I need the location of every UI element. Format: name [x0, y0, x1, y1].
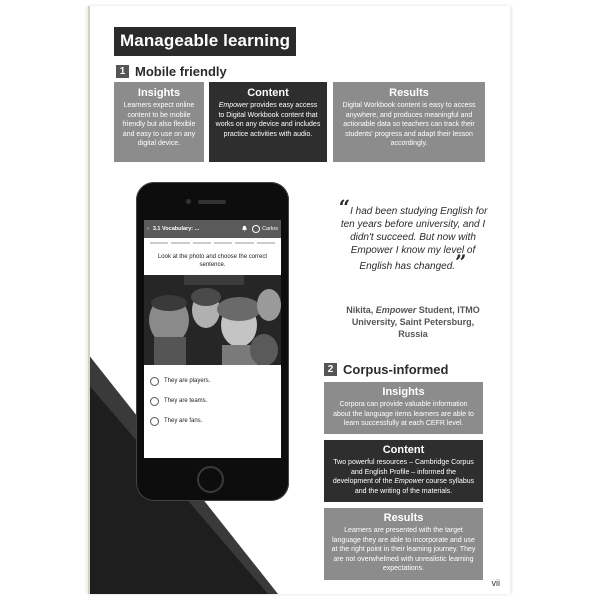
box-text: Empower provides easy access to Digital Workbook content that works on any device and includes practice activities with audio. [215, 102, 321, 138]
content-box-bottom [324, 440, 483, 502]
content-box-top [209, 82, 327, 162]
answer-option[interactable]: They are teams. [144, 391, 281, 411]
box-heading: Content [382, 444, 425, 456]
page-number: vii [491, 578, 500, 588]
answer-option[interactable]: They are players. [144, 371, 281, 391]
workbook-page [88, 6, 510, 594]
app-topbar-title: 3.1 Vocabulary: ... [152, 226, 200, 232]
camera-icon [186, 199, 191, 204]
box-text: Corpora can provide valuable information about the language items learners are able to learn successfully at each CEFR level. [333, 401, 474, 427]
section-heading-mobile [116, 64, 227, 79]
insights-box-top [114, 82, 204, 162]
testimonial-quote: “I had been studying English for ten years before university, and I didn't succeed. But now with Empower I know my level of English has changed.” [338, 195, 488, 274]
phone-screen [144, 220, 281, 458]
box-text: Two powerful resources – Cambridge Corpus and English Profile – informed the development of the Empower course syllabus and the writing of the materials. [332, 459, 475, 495]
box-text: Digital Workbook content is easy to access anywhere, and produces meaningful and actionable data so teachers can track their students' progress and adapt their lesson accordingly. [342, 102, 476, 147]
results-box-bottom [324, 508, 483, 580]
home-button [197, 466, 224, 493]
section-title: Mobile friendly [135, 64, 227, 79]
radio-button[interactable] [150, 377, 159, 386]
box-heading: Insights [382, 386, 425, 398]
section-number: 2 [324, 363, 337, 376]
radio-button[interactable] [150, 417, 159, 426]
radio-button[interactable] [150, 397, 159, 406]
section-number: 1 [116, 65, 129, 78]
box-heading: Content [247, 87, 289, 99]
brand-name: Empower [218, 102, 249, 109]
box-heading: Results [383, 512, 424, 524]
smartphone-image [136, 182, 289, 501]
user-name[interactable]: Carlos [262, 226, 278, 232]
box-text: Learners are presented with the target language they are able to incorporate and use at the right point in their learning journey. They are not overwhelmed with unrealistic learning expectations. [331, 527, 476, 572]
testimonial-attribution: Nikita, Empower Student, ITMO University, Saint Petersburg, Russia [346, 305, 480, 339]
back-chevron-icon[interactable]: ‹ [147, 226, 149, 232]
insights-box-bottom [324, 382, 483, 434]
app-topbar [144, 220, 281, 238]
page-title: Manageable learning [114, 27, 296, 56]
fans-photo [144, 275, 281, 365]
box-heading: Insights [137, 87, 181, 99]
answer-option[interactable]: They are fans. [144, 411, 281, 431]
user-avatar-icon[interactable] [252, 225, 260, 233]
section-heading-corpus [324, 362, 448, 377]
box-heading: Results [389, 87, 429, 99]
exercise-instruction: Look at the photo and choose the correct sentence. [157, 254, 268, 268]
results-box-top [333, 82, 485, 162]
section-title: Corpus-informed [343, 362, 449, 377]
close-quote-icon: ” [455, 250, 467, 274]
bell-icon[interactable] [241, 225, 248, 234]
box-text: Learners expect online content to be mobile friendly but also flexible and easy to use on any digital device. [122, 102, 196, 147]
open-quote-icon: “ [338, 195, 351, 219]
speaker-grille [198, 200, 226, 204]
